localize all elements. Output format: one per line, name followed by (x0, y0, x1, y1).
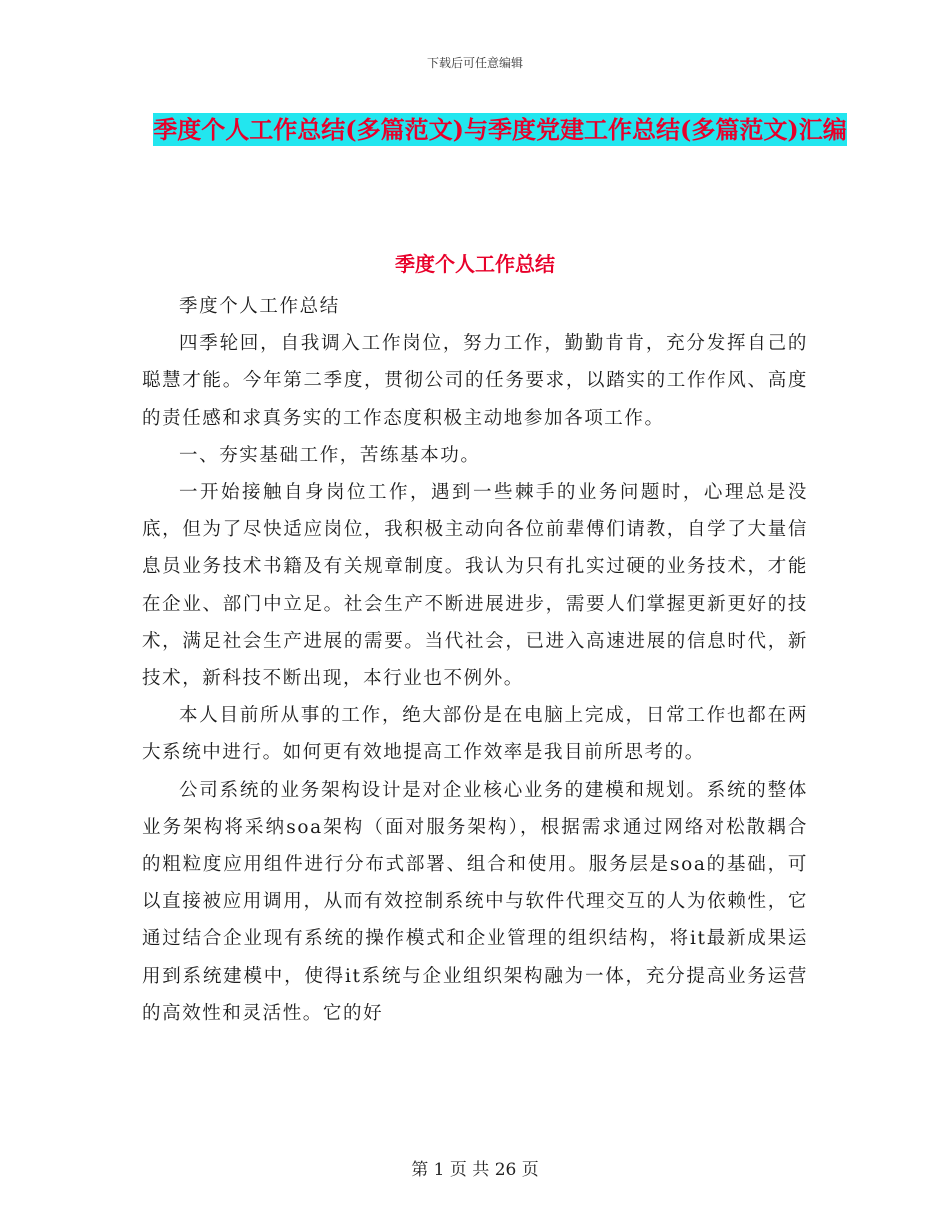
page-header-note: 下载后可任意编辑 (426, 56, 523, 70)
paragraph: 公司系统的业务架构设计是对企业核心业务的建模和规划。系统的整体业务架构将采纳soa架构（面对服务架构），根据需求通过网络对松散耦合的粗粒度应用组件进行分布式部署、组合和使用。服务层是soa的基础，可以直接被应用调用，从而有效控制系统中与软件代理交互的人为依赖性，它通过结合企业现有系统的操作模式和企业管理的组织结构，将it最新成果运用到系统建模中，使得it系统与企业组织架构融为一体，充分提高业务运营的高效性和灵活性。它的好 (142, 779, 808, 1024)
document-title-text: 季度个人工作总结(多篇范文)与季度党建工作总结(多篇范文)汇编 (153, 115, 847, 144)
paragraph: 四季轮回，自我调入工作岗位，努力工作，勤勤肯肯，充分发挥自己的聪慧才能。今年第二季度，贯彻公司的任务要求，以踏实的工作作风、高度的责任感和求真务实的工作态度积极主动地参加各项工作。 (142, 333, 808, 429)
page-footer-number: 第 1 页 共 26 页 (411, 1160, 539, 1180)
paragraph: 季度个人工作总结 (179, 296, 340, 317)
document-title (150, 106, 850, 154)
section-title: 季度个人工作总结 (395, 252, 555, 276)
document-body (142, 288, 808, 1032)
paragraph: 本人目前所从事的工作，绝大部份是在电脑上完成，日常工作也都在两大系统中进行。如何更有效地提高工作效率是我目前所思考的。 (142, 705, 808, 764)
paragraph: 一、夯实基础工作，苦练基本功。 (179, 444, 481, 466)
paragraph: 一开始接触自身岗位工作，遇到一些棘手的业务问题时，心理总是没底，但为了尽快适应岗位，我积极主动向各位前辈傅们请教，自学了大量信息员业务技术书籍及有关规章制度。我认为只有扎实过硬的业务技术，才能在企业、部门中立足。社会生产不断进展进步，需要人们掌握更新更好的技术，满足社会生产进展的需要。当代社会，已进入高速进展的信息时代，新技术，新科技不断出现，本行业也不例外。 (142, 482, 808, 690)
